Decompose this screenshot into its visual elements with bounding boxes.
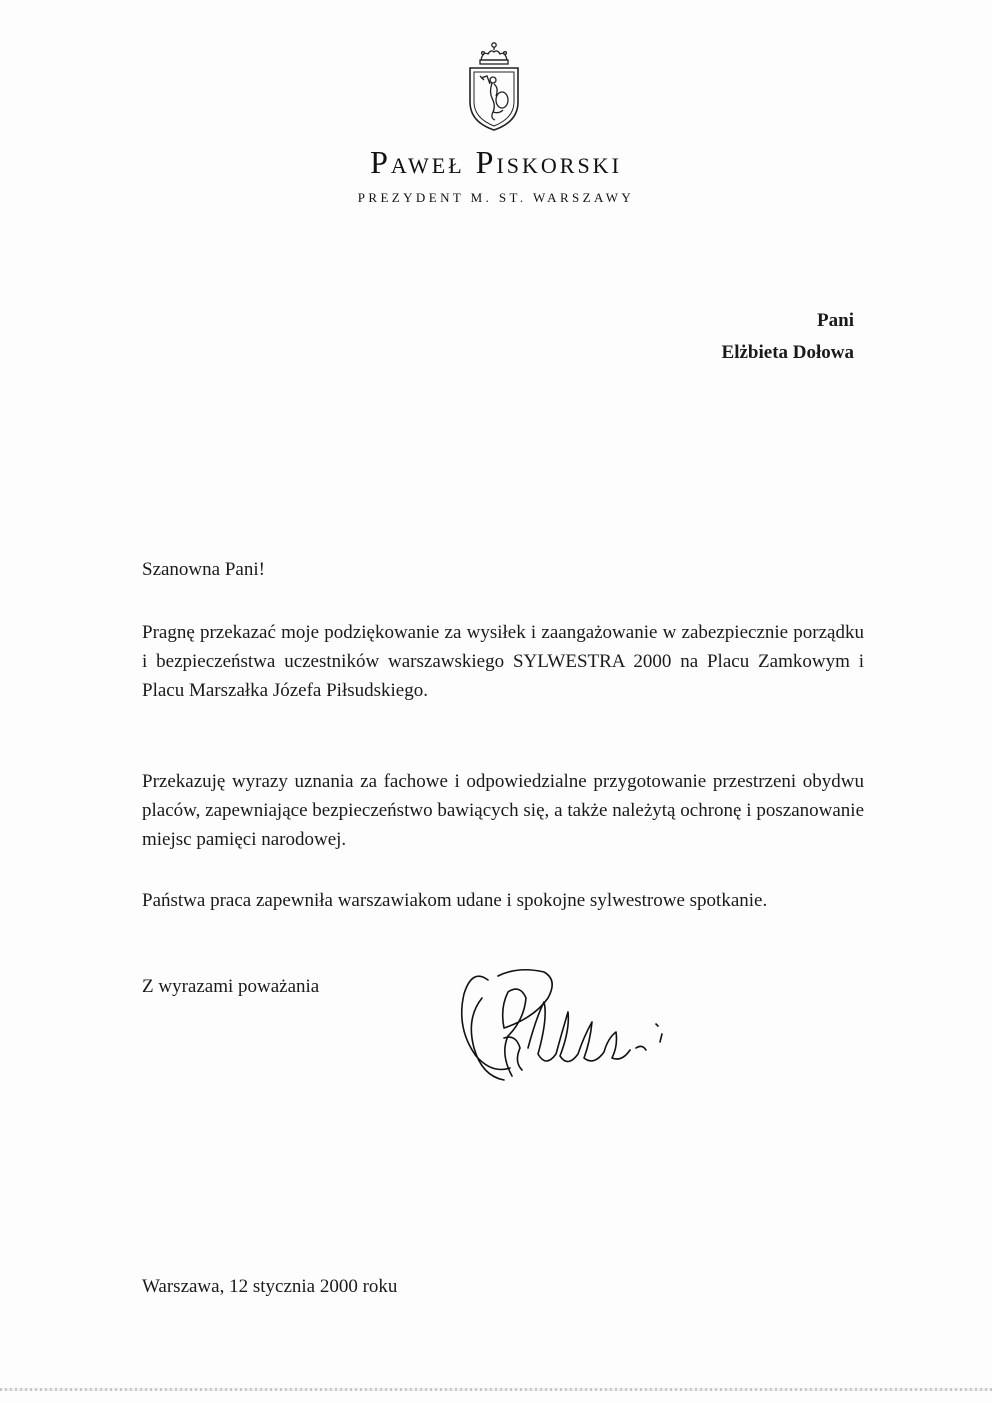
page-edge-divider xyxy=(0,1388,992,1391)
letterhead-title: PREZYDENT M. ST. WARSZAWY xyxy=(357,190,635,205)
addressee-name: Elżbieta Dołowa xyxy=(721,342,854,363)
salutation: Szanowna Pani! xyxy=(142,559,265,580)
letterhead-name: Paweł Piskorski xyxy=(370,144,622,180)
closing-phrase: Z wyrazami poważania xyxy=(142,976,320,997)
handwritten-signature xyxy=(452,958,692,1088)
date-line: Warszawa, 12 stycznia 2000 roku xyxy=(142,1276,398,1297)
body-paragraph: Przekazuję wyrazy uznania za fachowe i odpowiedzialne przygotowanie przestrzeni obydwu placów, zapewniające bezpieczeństwo bawiących się, a także należytą ochronę i poszanowanie miejsc pamięci narodowej. xyxy=(142,771,864,850)
body-paragraph: Państwa praca zapewniła warszawiakom udane i spokojne sylwestrowe spotkanie. xyxy=(142,890,768,911)
warsaw-coat-of-arms-icon xyxy=(463,40,525,132)
body-paragraph: Pragnę przekazać moje podziękowanie za wysiłek i zaangażowanie w zabezpiecznie porządku i bezpieczeństwa uczestników warszawskiego SYLWESTRA 2000 na Placu Zamkowym i Placu Marszałka Józefa Piłsudskiego. xyxy=(142,622,864,701)
addressee-honorific: Pani xyxy=(817,310,854,331)
